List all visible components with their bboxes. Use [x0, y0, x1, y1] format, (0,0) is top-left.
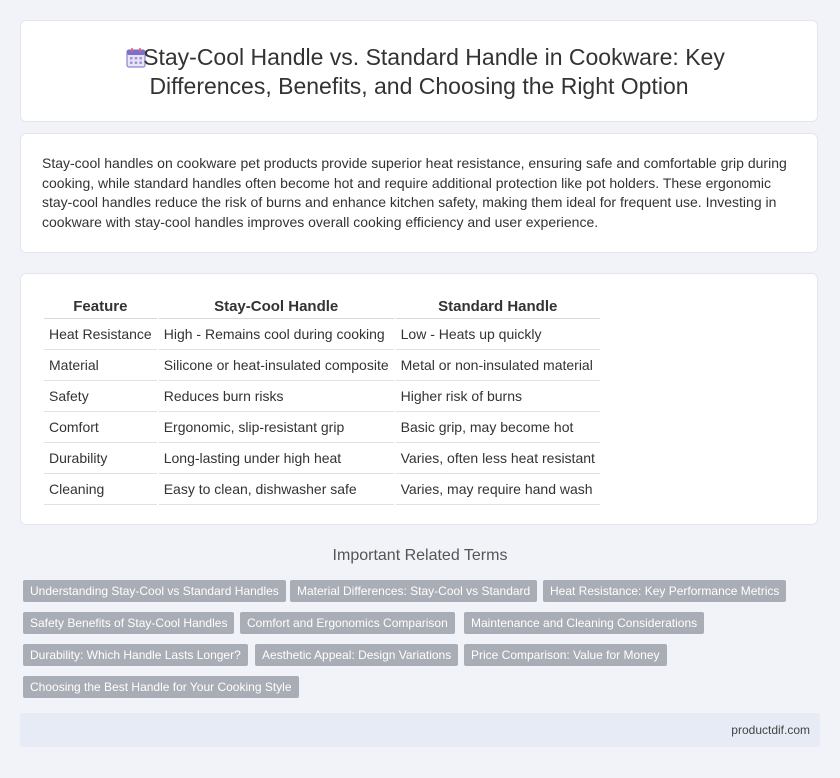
- table-header-cell: Feature: [44, 294, 157, 319]
- related-terms-title: Important Related Terms: [332, 547, 508, 564]
- table-cell: Long-lasting under high heat: [159, 443, 394, 474]
- table-cell: Higher risk of burns: [396, 381, 600, 412]
- header-card: [20, 20, 818, 122]
- table-row: [44, 443, 600, 474]
- related-term-tag[interactable]: Aesthetic Appeal: Design Variations: [255, 644, 458, 666]
- related-term-tag[interactable]: Durability: Which Handle Lasts Longer?: [23, 644, 248, 666]
- table-header-cell: Stay-Cool Handle: [159, 294, 394, 319]
- table-cell: Metal or non-insulated material: [396, 350, 600, 381]
- table-row: [44, 381, 600, 412]
- table-cell: Comfort: [44, 412, 157, 443]
- table-cell: Silicone or heat-insulated composite: [159, 350, 394, 381]
- related-term-tag[interactable]: Safety Benefits of Stay-Cool Handles: [23, 612, 234, 634]
- page-title-line1: Stay-Cool Handle vs. Standard Handle in Cookware: Key: [143, 44, 725, 70]
- table-cell: Easy to clean, dishwasher safe: [159, 474, 394, 505]
- table-cell: Varies, may require hand wash: [396, 474, 600, 505]
- related-term-tag[interactable]: Material Differences: Stay-Cool vs Standard: [290, 580, 537, 602]
- related-term-tag[interactable]: Heat Resistance: Key Performance Metrics: [543, 580, 786, 602]
- table-row: [44, 319, 600, 350]
- table-cell: Reduces burn risks: [159, 381, 394, 412]
- table-cell: Varies, often less heat resistant: [396, 443, 600, 474]
- table-header-row: [44, 294, 600, 319]
- footer-site-link[interactable]: productdif.com: [731, 723, 810, 737]
- comparison-table: [42, 294, 602, 505]
- related-term-tag[interactable]: Understanding Stay-Cool vs Standard Handles: [23, 580, 286, 602]
- related-term-tag[interactable]: Choosing the Best Handle for Your Cooking Style: [23, 676, 299, 698]
- table-cell: Safety: [44, 381, 157, 412]
- table-cell: Low - Heats up quickly: [396, 319, 600, 350]
- table-cell: High - Remains cool during cooking: [159, 319, 394, 350]
- table-row: [44, 412, 600, 443]
- related-term-tag[interactable]: Maintenance and Cleaning Considerations: [464, 612, 704, 634]
- table-cell: Material: [44, 350, 157, 381]
- related-term-tag[interactable]: Price Comparison: Value for Money: [464, 644, 667, 666]
- table-row: [44, 474, 600, 505]
- intro-card: [20, 133, 818, 253]
- table-row: [44, 350, 600, 381]
- related-term-tag[interactable]: Comfort and Ergonomics Comparison: [240, 612, 455, 634]
- table-cell: Ergonomic, slip-resistant grip: [159, 412, 394, 443]
- table-cell: Cleaning: [44, 474, 157, 505]
- comparison-table-card: [20, 273, 818, 525]
- footer: [20, 713, 820, 747]
- table-cell: Heat Resistance: [44, 319, 157, 350]
- table-cell: Basic grip, may become hot: [396, 412, 600, 443]
- page-title: [21, 43, 817, 101]
- table-header-cell: Standard Handle: [396, 294, 600, 319]
- page-title-line2: Differences, Benefits, and Choosing the Right Option: [149, 73, 689, 99]
- table-cell: Durability: [44, 443, 157, 474]
- intro-text: Stay-cool handles on cookware pet products provide superior heat resistance, ensuring safe and comfortable grip during cooking, while standard handles often become hot and require additional protection like pot holders. These ergonomic stay-cool handles reduce the risk of burns and enhance kitchen safety, making them ideal for frequent use. Investing in cookware with stay-cool handles improves overall cooking efficiency and user experience.: [42, 155, 787, 230]
